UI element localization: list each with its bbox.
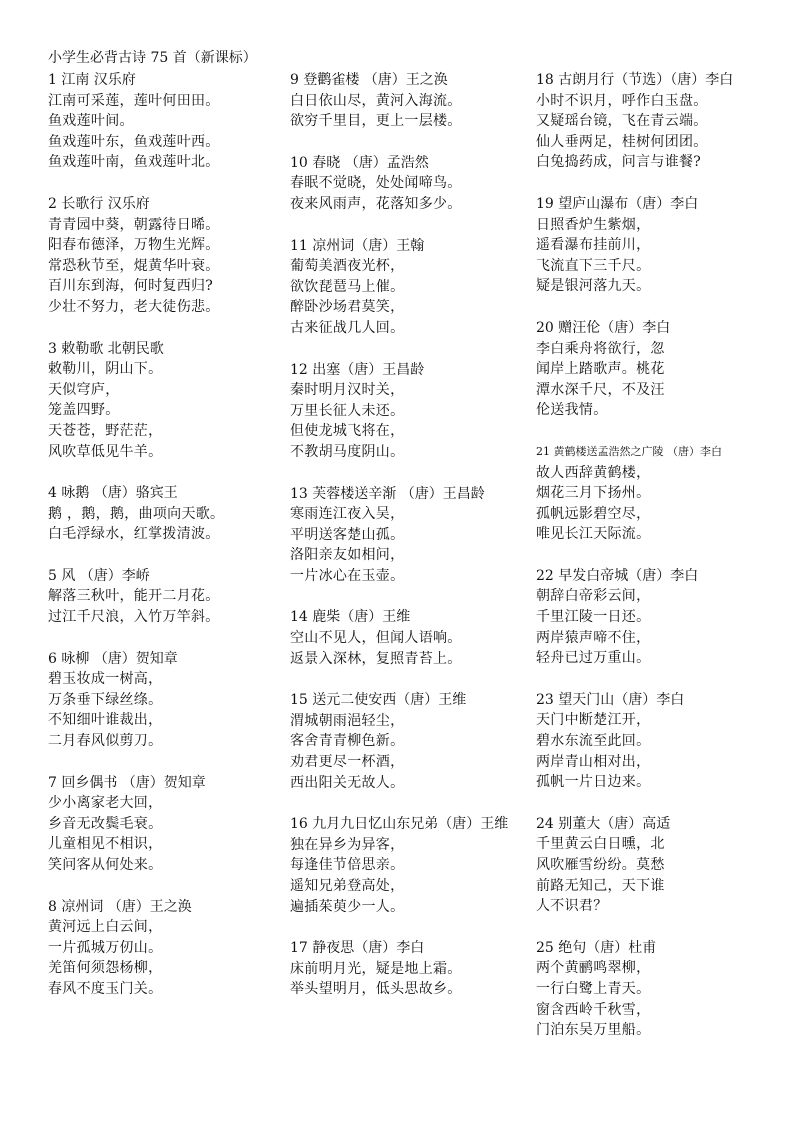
poem-title: 21 黄鹤楼送孟浩然之广陵 （唐）李白	[536, 444, 722, 458]
poem-block	[290, 607, 522, 669]
poem-line: 小时不识月，呼作白玉盘。	[536, 92, 708, 109]
poem-line: 返景入深林，复照青苔上。	[290, 650, 462, 667]
poem-block	[290, 814, 522, 917]
poem-line: 秦时明月汉时关，	[290, 382, 405, 399]
poem-column-2	[290, 70, 522, 1021]
poem-line: 乡音无改鬓毛衰。	[48, 815, 163, 832]
poem-line: 百川东到海，何时复西归?	[48, 278, 214, 295]
poem-block	[290, 938, 522, 1000]
poem-title: 15 送元二使安西（唐）王维	[290, 692, 467, 709]
poem-title: 25 绝句（唐）杜甫	[536, 939, 657, 956]
poem-line: 葡萄美酒夜光杯，	[290, 258, 405, 275]
poem-line: 一片冰心在玉壶。	[290, 567, 405, 584]
poem-line: 又疑瑶台镜，飞在青云端。	[536, 113, 708, 130]
poem-block	[290, 153, 522, 215]
poem-title: 18 古朗月行（节选）（唐）李白	[536, 72, 734, 88]
poem-line: 独在异乡为异客，	[290, 836, 405, 853]
poem-block	[48, 339, 278, 463]
poem-block	[536, 690, 762, 793]
poem-line: 不知细叶谁裁出，	[48, 712, 163, 729]
poem-line: 故人西辞黄鹤楼，	[536, 464, 651, 481]
poem-line: 李白乘舟将欲行，忽	[536, 340, 665, 357]
poem-line: 渭城朝雨浥轻尘，	[290, 712, 405, 729]
poem-line: 客舍青青柳色新。	[290, 733, 405, 750]
poem-line: 遥知兄弟登高处，	[290, 878, 405, 894]
poem-block	[290, 484, 522, 587]
poem-line: 劝君更尽一杯酒，	[290, 754, 405, 771]
poem-block	[48, 70, 278, 173]
poem-line: 羌笛何须怨杨柳，	[48, 960, 163, 977]
poem-line: 疑是银河落九天。	[536, 278, 651, 295]
poem-line: 人不识君？	[536, 898, 608, 915]
poem-line: 千里黄云白日曛，北	[536, 836, 665, 853]
poem-block	[536, 814, 762, 917]
poem-line: 两岸青山相对出，	[536, 753, 651, 770]
poem-line: 伦送我情。	[536, 402, 608, 419]
poem-line: 床前明月光，疑是地上霜。	[290, 960, 462, 977]
poem-block	[536, 194, 762, 297]
poem-line: 白毛浮绿水，红掌拨清波。	[48, 526, 220, 543]
poem-title: 10 春晓 （唐）孟浩然	[290, 154, 429, 171]
poem-line: 黄河远上白云间，	[48, 919, 163, 936]
poem-title: 8 凉州词 （唐）王之涣	[48, 898, 192, 915]
poem-line: 春风不度玉门关。	[48, 980, 163, 997]
poem-line: 儿童相见不相识，	[48, 836, 163, 853]
poem-line: 闻岸上踏歌声。桃花	[536, 361, 665, 378]
poem-line: 寒雨连江夜入吴，	[290, 506, 405, 523]
poem-line: 孤帆远影碧空尽，	[536, 505, 651, 522]
poem-line: 风吹雁雪纷纷。莫愁	[536, 857, 665, 873]
poem-line: 解落三秋叶，能开二月花。	[48, 588, 220, 605]
poem-line: 万里长征人未还。	[290, 402, 405, 419]
poem-line: 二月春风似剪刀。	[48, 733, 163, 750]
poem-line: 举头望明月，低头思故乡。	[290, 981, 462, 998]
poem-line: 千里江陵一日还。	[536, 609, 651, 626]
poem-title: 20 赠汪伦（唐）李白	[536, 319, 671, 336]
poem-title: 5 风 （唐）李峤	[48, 567, 150, 584]
poem-line: 天苍苍，野茫茫，	[48, 422, 163, 439]
poem-line: 一行白鹭上青天。	[536, 980, 651, 997]
poem-line: 朝辞白帝彩云间，	[536, 588, 651, 605]
poem-title: 16 九月九日忆山东兄弟（唐）王维	[290, 816, 509, 833]
poem-line: 两个黄鹂鸣翠柳，	[536, 960, 651, 977]
poem-line: 一片孤城万仞山。	[48, 939, 163, 956]
poem-line: 不教胡马度阴山。	[290, 443, 405, 460]
poem-line: 敕勒川，阴山下。	[48, 361, 163, 378]
poem-line: 门泊东吴万里船。	[536, 1022, 651, 1039]
poem-line: 空山不见人，但闻人语响。	[290, 630, 462, 647]
poem-line: 遍插茱萸少一人。	[290, 898, 405, 915]
poem-block	[290, 360, 522, 463]
poem-line: 古来征战几人回。	[290, 319, 405, 336]
poem-line: 醉卧沙场君莫笑，	[290, 299, 405, 316]
poem-block	[48, 649, 278, 752]
poem-line: 前路无知己，天下谁	[536, 877, 665, 894]
poem-title: 19 望庐山瀑布（唐）李白	[536, 195, 699, 212]
poem-title: 9 登鹳雀楼 （唐）王之涣	[290, 72, 448, 88]
poem-line: 欲饮琵琶马上催。	[290, 278, 405, 295]
poem-line: 窗含西岭千秋雪，	[536, 1001, 651, 1018]
poem-line: 每逢佳节倍思亲。	[290, 857, 405, 874]
poem-block	[536, 70, 762, 173]
poem-line: 鱼戏莲叶南，鱼戏莲叶北。	[48, 154, 220, 171]
poem-line: 遥看瀑布挂前川，	[536, 237, 651, 254]
poem-line: 白兔捣药成，问言与谁餐?	[536, 154, 702, 171]
poem-line: 两岸猿声啼不住，	[536, 629, 651, 646]
poem-title: 11 凉州词（唐）王翰	[290, 237, 425, 254]
poem-line: 碧水东流至此回。	[536, 733, 651, 750]
poem-block	[48, 194, 278, 318]
poem-line: 飞流直下三千尺。	[536, 257, 651, 274]
poem-block	[290, 690, 522, 793]
poem-line: 天门中断楚江开，	[536, 712, 651, 729]
poem-line: 烟花三月下扬州。	[536, 485, 651, 502]
poem-title: 12 出塞（唐）王昌龄	[290, 361, 425, 378]
poem-title: 17 静夜思（唐）李白	[290, 940, 425, 957]
poem-block	[48, 773, 278, 876]
poem-line: 鹅 ，鹅，鹅，曲项向天歌。	[48, 505, 225, 522]
poem-title: 24 别董大（唐）高适	[536, 815, 671, 832]
poem-block	[48, 483, 278, 545]
poem-block	[536, 566, 762, 669]
poem-title: 14 鹿柴（唐）王维	[290, 609, 411, 626]
poem-line: 天似穹庐，	[48, 381, 120, 398]
poem-line: 仙人垂两足，桂树何团团。	[536, 133, 708, 150]
poem-block	[48, 566, 278, 628]
poem-line: 西出阳关无故人。	[290, 774, 405, 791]
poem-line: 江南可采莲，莲叶何田田。	[48, 92, 220, 109]
poem-column-3	[536, 70, 762, 1062]
poem-block	[536, 442, 762, 545]
poem-line: 日照香炉生紫烟，	[536, 216, 651, 233]
poem-line: 笑问客从何处来。	[48, 857, 163, 873]
document-title: 小学生必背古诗 75 首（新课标）	[48, 50, 257, 66]
poem-title: 6 咏柳 （唐）贺知章	[48, 650, 178, 667]
poem-title: 23 望天门山（唐）李白	[536, 691, 685, 708]
poem-line: 万条垂下绿丝绦。	[48, 691, 163, 708]
poem-title: 3 敕勒歌 北朝民歌	[48, 340, 164, 357]
poem-title: 4 咏鹅 （唐）骆宾王	[48, 485, 178, 502]
poem-line: 白日依山尽，黄河入海流。	[290, 92, 462, 109]
poem-title: 22 早发白帝城（唐）李白	[536, 567, 699, 584]
poem-line: 风吹草低见牛羊。	[48, 443, 163, 460]
poem-line: 轻舟已过万重山。	[536, 650, 651, 667]
poem-line: 青青园中葵，朝露待日晞。	[48, 216, 220, 233]
poem-line: 春眠不觉晓，处处闻啼鸟。	[290, 175, 462, 192]
poem-line: 鱼戏莲叶东，鱼戏莲叶西。	[48, 133, 220, 150]
poem-line: 但使龙城飞将在，	[290, 423, 405, 440]
poem-line: 潭水深千尺，不及汪	[536, 381, 665, 398]
poem-title: 1 江南 汉乐府	[48, 72, 136, 88]
poem-title: 2 长歌行 汉乐府	[48, 195, 150, 212]
poem-line: 常恐秋节至，焜黄华叶衰。	[48, 257, 220, 274]
poem-line: 阳春布德泽，万物生光辉。	[48, 237, 220, 254]
poem-line: 过江千尺浪，入竹万竿斜。	[48, 609, 220, 626]
poem-block	[536, 938, 762, 1041]
poem-block	[536, 318, 762, 421]
poem-line: 唯见长江天际流。	[536, 526, 651, 543]
poem-line: 少小离家老大回，	[48, 795, 163, 812]
poem-line: 鱼戏莲叶间。	[48, 113, 134, 130]
poem-line: 平明送客楚山孤。	[290, 526, 405, 543]
poem-title: 7 回乡偶书 （唐）贺知章	[48, 774, 206, 791]
poem-line: 少壮不努力，老大徒伤悲。	[48, 298, 220, 315]
poem-block	[48, 897, 278, 1000]
poem-block	[290, 70, 522, 132]
poem-line: 夜来风雨声，花落知多少。	[290, 195, 462, 212]
poem-line: 笼盖四野。	[48, 402, 120, 419]
poem-line: 欲穷千里目，更上一层楼。	[290, 113, 462, 130]
poem-line: 孤帆一片日边来。	[536, 774, 651, 791]
poem-block	[290, 236, 522, 339]
poem-title: 13 芙蓉楼送辛渐 （唐）王昌龄	[290, 485, 485, 502]
poem-line: 洛阳亲友如相问，	[290, 547, 405, 564]
poem-line: 碧玉妆成一树高，	[48, 671, 163, 688]
poem-column-1	[48, 70, 278, 1021]
